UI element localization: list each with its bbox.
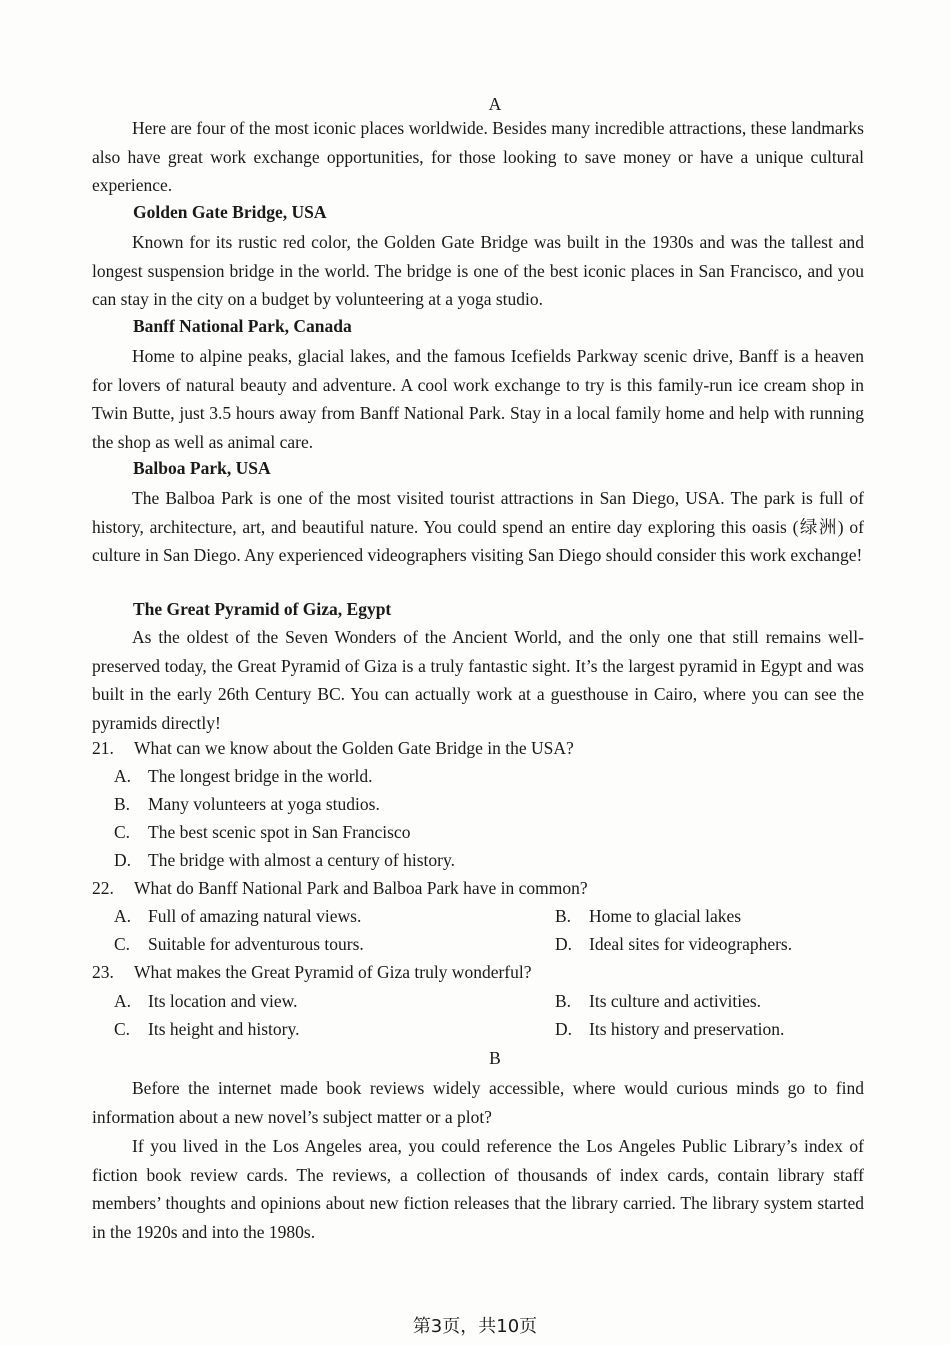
option-23-d: D. Its history and preservation. <box>555 1019 785 1039</box>
option-22-c: C. Suitable for adventurous tours. <box>114 934 364 954</box>
place-title-balboa: Balboa Park, USA <box>133 458 271 478</box>
place-title-banff: Banff National Park, Canada <box>133 316 352 336</box>
place-text-golden-gate: Known for its rustic red color, the Golden Gate Bridge was built in the 1930s and was the tallest and longest suspension bridge in the world. The bridge is one of the best iconic places in San Francisco, and you can stay in the city on a budget by volunteering at a yoga studio. <box>92 232 864 309</box>
place-text-pyramid: As the oldest of the Seven Wonders of the Ancient World, and the only one that still remains well-preserved today, the Great Pyramid of Giza is a truly fantastic sight. It’s the largest pyramid in Egypt and was built in the early 26th Century BC. You can actually work at a guesthouse in Cairo, where you can see the pyramids directly! <box>92 627 864 733</box>
passage-a-label: A <box>488 94 502 114</box>
passage-b-paragraph-2: If you lived in the Los Angeles area, you could reference the Los Angeles Public Library’s index of fiction book review cards. The reviews, a collection of thousands of index cards, contain library staff members’ thoughts and opinions about new fiction releases that the library carried. The library system started in the 1920s and into the 1980s. <box>92 1136 864 1242</box>
place-text-balboa: The Balboa Park is one of the most visited tourist attractions in San Diego, USA. The park is full of history, architecture, art, and beautiful nature. You could spend an entire day exploring this oasis (绿洲) of culture in San Diego. Any experienced videographers visiting San Diego should consider this work exchange! <box>92 488 864 565</box>
place-title-pyramid: The Great Pyramid of Giza, Egypt <box>133 599 392 619</box>
question-number: 23. <box>92 962 114 982</box>
passage-b-label: B <box>489 1048 501 1068</box>
passage-a-intro: Here are four of the most iconic places worldwide. Besides many incredible attractions, these landmarks also have great work exchange opportunities, for those looking to save money or have a unique cultural experience. <box>92 118 864 195</box>
question-number: 22. <box>92 878 114 898</box>
question-stem: What makes the Great Pyramid of Giza truly wonderful? <box>134 962 532 982</box>
question-22 <box>92 878 588 899</box>
option-22-b: B. Home to glacial lakes <box>555 906 742 926</box>
option-21-b: B. Many volunteers at yoga studios. <box>114 794 380 814</box>
option-23-a: A. Its location and view. <box>114 991 298 1011</box>
option-21-c: C. The best scenic spot in San Francisco <box>114 822 411 842</box>
option-23-b: B. Its culture and activities. <box>555 991 762 1011</box>
passage-b-paragraph-1: Before the internet made book reviews widely accessible, where would curious minds go to find information about a new novel’s subject matter or a plot? <box>92 1078 864 1127</box>
question-number: 21. <box>92 738 114 758</box>
page-number-footer: 第3页，共10页 <box>412 1316 538 1337</box>
place-title-golden-gate: Golden Gate Bridge, USA <box>133 202 327 222</box>
question-stem: What do Banff National Park and Balboa Park have in common? <box>134 878 588 898</box>
question-stem: What can we know about the Golden Gate Bridge in the USA? <box>134 738 574 758</box>
option-22-d: D. Ideal sites for videographers. <box>555 934 793 954</box>
option-23-c: C. Its height and history. <box>114 1019 300 1039</box>
option-21-d: D. The bridge with almost a century of history. <box>114 850 455 870</box>
question-23 <box>92 962 532 983</box>
place-text-banff: Home to alpine peaks, glacial lakes, and the famous Icefields Parkway scenic drive, Banff is a heaven for lovers of natural beauty and adventure. A cool work exchange to try is this family-run ice cream shop in Twin Butte, just 3.5 hours away from Banff National Park. Stay in a local family home and help with running the shop as well as animal care. <box>92 346 864 452</box>
option-21-a: A. The longest bridge in the world. <box>114 766 373 786</box>
option-22-a: A. Full of amazing natural views. <box>114 906 362 926</box>
question-21 <box>92 738 574 759</box>
